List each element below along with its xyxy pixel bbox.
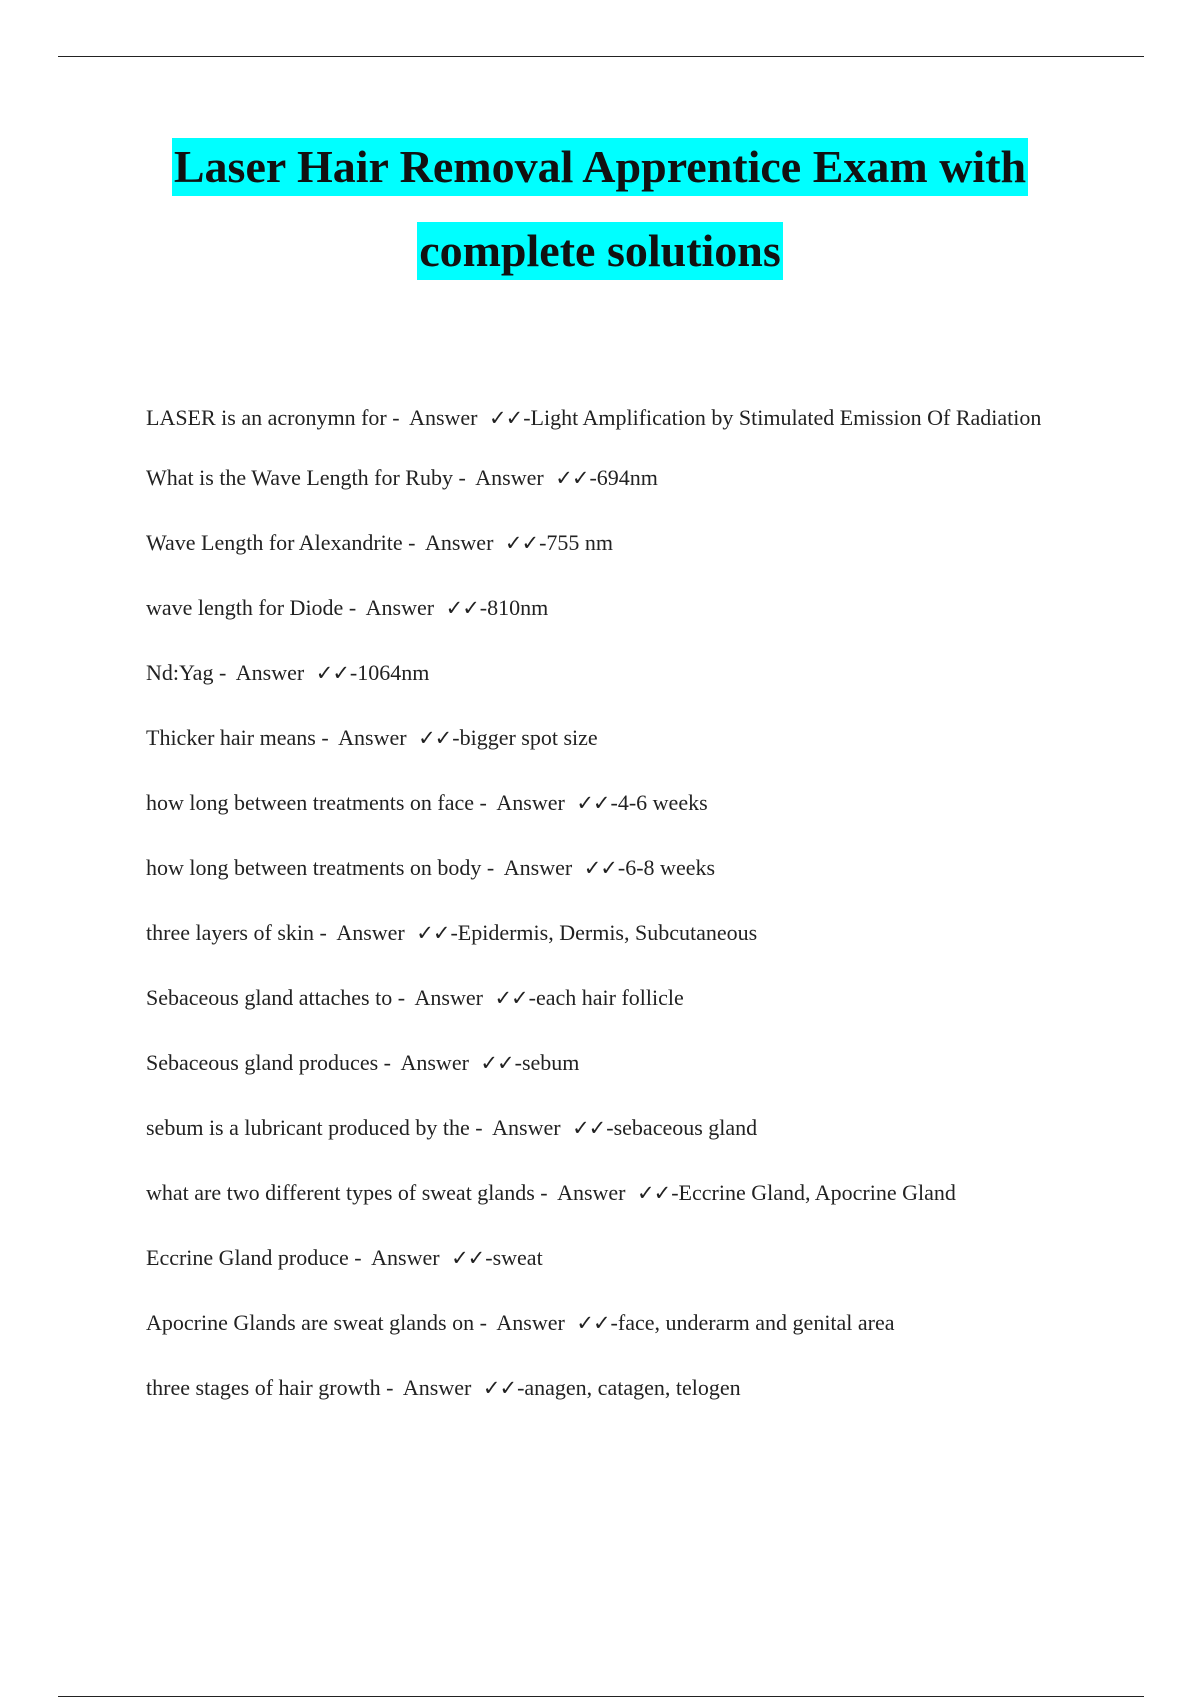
title-line-1: Laser Hair Removal Apprentice Exam with (172, 138, 1028, 196)
answer-text: -1064nm (349, 660, 430, 685)
double-check-icon: ✓✓ (583, 856, 617, 880)
question-text: Wave Length for Alexandrite - (146, 530, 421, 555)
double-check-icon: ✓✓ (555, 466, 589, 490)
question-text: three layers of skin - (146, 920, 333, 945)
answer-text: -anagen, catagen, telogen (517, 1375, 741, 1400)
qa-item (146, 1171, 1066, 1215)
qa-item (146, 1236, 1066, 1280)
answer-label: Answer (492, 1115, 561, 1140)
answer-text: -each hair follicle (528, 985, 684, 1010)
question-text: Thicker hair means - (146, 725, 335, 750)
qa-item (146, 456, 1066, 500)
answer-label: Answer (496, 790, 565, 815)
answer-text: -sebum (514, 1050, 580, 1075)
double-check-icon: ✓✓ (489, 406, 523, 430)
qa-item (146, 651, 1066, 695)
header-rule (58, 56, 1144, 57)
qa-item (146, 1366, 1066, 1410)
question-text: wave length for Diode - (146, 595, 362, 620)
answer-text: -4-6 weeks (610, 790, 708, 815)
qa-item (146, 781, 1066, 825)
footer-rule (58, 1696, 1144, 1697)
question-text: sebum is a lubricant produced by the - (146, 1115, 489, 1140)
answer-label: Answer (496, 1310, 565, 1335)
qa-list (146, 396, 1066, 1431)
double-check-icon: ✓✓ (494, 986, 528, 1010)
double-check-icon: ✓✓ (416, 921, 450, 945)
answer-label: Answer (409, 405, 478, 430)
answer-text: -bigger spot size (452, 725, 598, 750)
question-text: Eccrine Gland produce - (146, 1245, 368, 1270)
qa-item (146, 396, 1066, 440)
double-check-icon: ✓✓ (480, 1051, 514, 1075)
answer-label: Answer (402, 1375, 472, 1400)
answer-label: Answer (336, 920, 405, 945)
question-text: what are two different types of sweat glands - (146, 1180, 554, 1205)
answer-label: Answer (424, 530, 494, 555)
qa-item (146, 716, 1066, 760)
qa-item (146, 1106, 1066, 1150)
qa-item (146, 521, 1066, 565)
question-text: Apocrine Glands are sweat glands on - (146, 1310, 493, 1335)
answer-text: -Light Amplification by Stimulated Emission Of Radiation (523, 405, 1042, 430)
answer-label: Answer (414, 985, 483, 1010)
document-title (0, 138, 1200, 280)
double-check-icon: ✓✓ (418, 726, 452, 750)
qa-item (146, 846, 1066, 890)
answer-text: -810nm (479, 595, 549, 620)
question-text: Sebaceous gland produces - (146, 1050, 397, 1075)
answer-label: Answer (235, 660, 305, 685)
double-check-icon: ✓✓ (576, 1311, 610, 1335)
double-check-icon: ✓✓ (637, 1181, 671, 1205)
double-check-icon: ✓✓ (572, 1116, 606, 1140)
question-text: how long between treatments on face - (146, 790, 493, 815)
answer-text: -Eccrine Gland, Apocrine Gland (671, 1180, 956, 1205)
qa-item (146, 1041, 1066, 1085)
question-text: three stages of hair growth - (146, 1375, 399, 1400)
answer-text: -Epidermis, Dermis, Subcutaneous (450, 920, 758, 945)
answer-label: Answer (503, 855, 573, 880)
answer-label: Answer (400, 1050, 469, 1075)
question-text: LASER is an acronymn for - (146, 405, 406, 430)
answer-label: Answer (557, 1180, 626, 1205)
qa-item (146, 911, 1066, 955)
answer-text: -6-8 weeks (617, 855, 716, 880)
qa-item (146, 1301, 1066, 1345)
answer-text: -694nm (589, 465, 658, 490)
answer-text: -sweat (485, 1245, 543, 1270)
answer-text: -sebaceous gland (606, 1115, 758, 1140)
double-check-icon: ✓✓ (445, 596, 479, 620)
double-check-icon: ✓✓ (315, 661, 349, 685)
title-line-2: complete solutions (417, 222, 783, 280)
question-text: What is the Wave Length for Ruby - (146, 465, 472, 490)
question-text: Sebaceous gland attaches to - (146, 985, 411, 1010)
question-text: how long between treatments on body - (146, 855, 500, 880)
answer-text: -755 nm (539, 530, 614, 555)
double-check-icon: ✓✓ (482, 1376, 517, 1400)
question-text: Nd:Yag - (146, 660, 232, 685)
answer-label: Answer (475, 465, 544, 490)
answer-label: Answer (365, 595, 435, 620)
double-check-icon: ✓✓ (504, 531, 539, 555)
qa-item (146, 586, 1066, 630)
double-check-icon: ✓✓ (451, 1246, 485, 1270)
double-check-icon: ✓✓ (576, 791, 610, 815)
qa-item (146, 976, 1066, 1020)
answer-text: -face, underarm and genital area (610, 1310, 895, 1335)
answer-label: Answer (371, 1245, 440, 1270)
answer-label: Answer (338, 725, 407, 750)
